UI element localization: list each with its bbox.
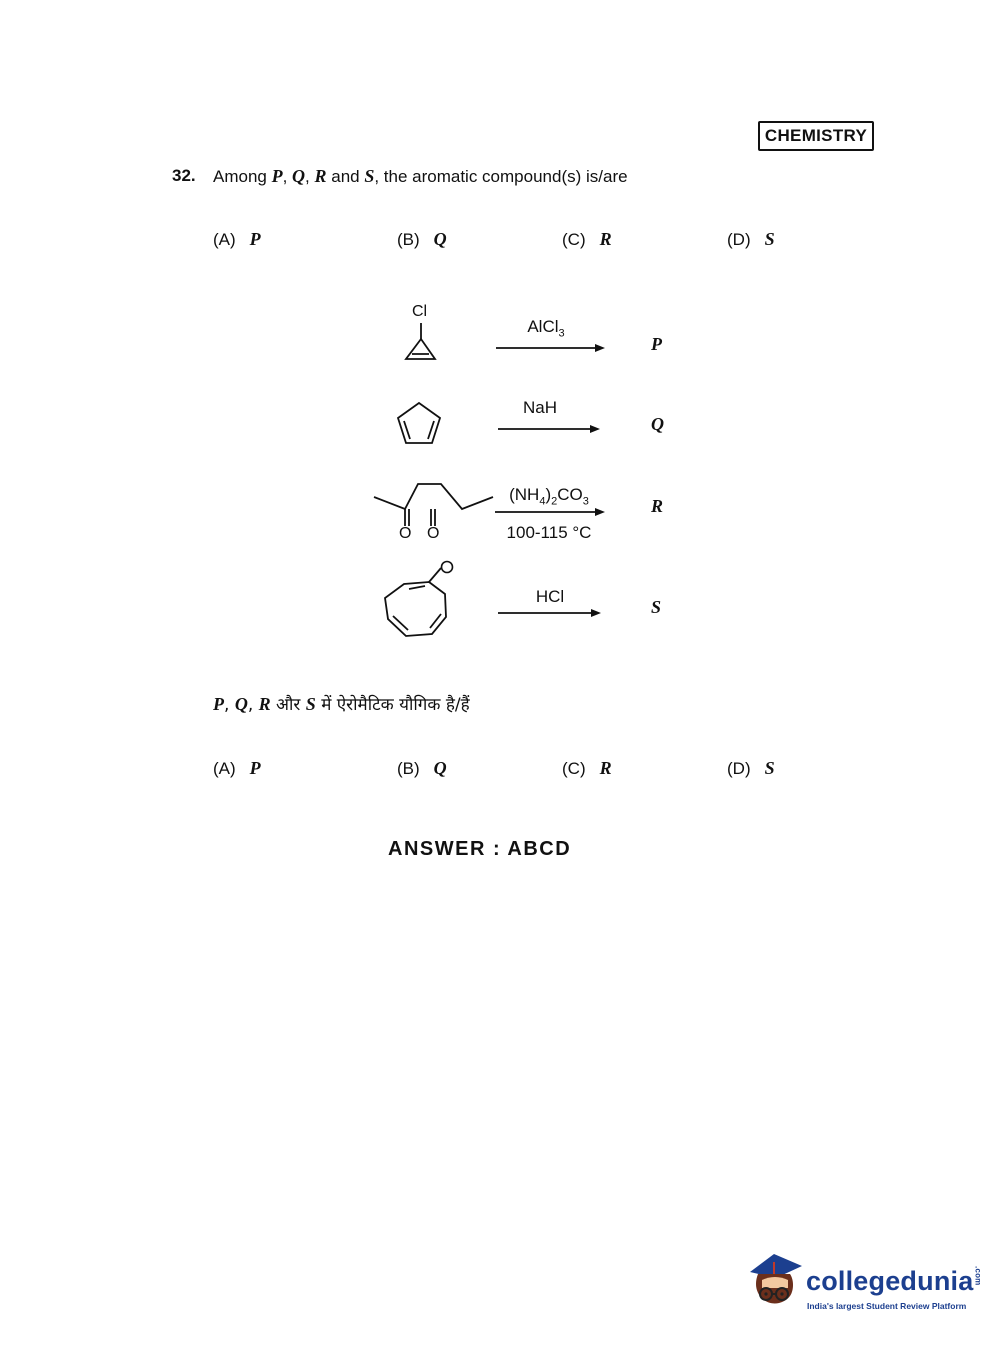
reagent-temperature: 100-115 °C (506, 523, 592, 542)
arrow-heads (590, 344, 605, 617)
reagent-ammonium-carbonate: $(NH_4)_2CO_3$ (509, 485, 589, 508)
tropone-oxygen-ring (442, 562, 453, 573)
product-p: P (651, 334, 662, 354)
option-b[interactable]: (B) Q (397, 229, 447, 249)
option-d[interactable]: (D) S (727, 229, 775, 249)
cyclopropene-structure (406, 323, 435, 359)
reagent-hcl: HCl (535, 587, 565, 606)
cyclopentadiene-structure (398, 403, 440, 443)
question-text: Among P, Q, R and S, the aromatic compound(s) is/are (213, 166, 628, 186)
option-a[interactable]: (A) P (213, 229, 261, 249)
oxo-label-1: O (399, 525, 412, 542)
oxo-label-2: O (427, 525, 440, 542)
answer-key: ANSWER : ABCD (388, 838, 572, 860)
product-s: S (651, 597, 662, 617)
hindi-option-a[interactable]: (A) P (213, 758, 261, 778)
reagent-alcl3: AlCl$_3$ (527, 317, 565, 340)
reagent-nah: NaH (522, 398, 557, 417)
hindi-option-d[interactable]: (D) S (727, 758, 775, 778)
product-r: R (651, 496, 664, 516)
subject-badge: CHEMISTRY (758, 121, 874, 151)
question-text-hindi: P, Q, R और S में ऐरोमैटिक यौगिक है/हैं (213, 694, 470, 715)
hexanedione-structure (374, 484, 493, 526)
brand-name[interactable]: collegedunia.com (806, 1266, 983, 1296)
option-c[interactable]: (C) R (562, 229, 612, 249)
brand-mascot-icon (744, 1250, 806, 1314)
chloro-label: Cl (412, 303, 428, 320)
product-q: Q (651, 414, 664, 434)
hindi-option-c[interactable]: (C) R (562, 758, 612, 778)
hindi-option-b[interactable]: (B) Q (397, 758, 447, 778)
brand-tagline: India's largest Student Review Platform (807, 1301, 967, 1311)
tropone-structure (385, 568, 446, 636)
question-number: 32. (172, 166, 196, 185)
